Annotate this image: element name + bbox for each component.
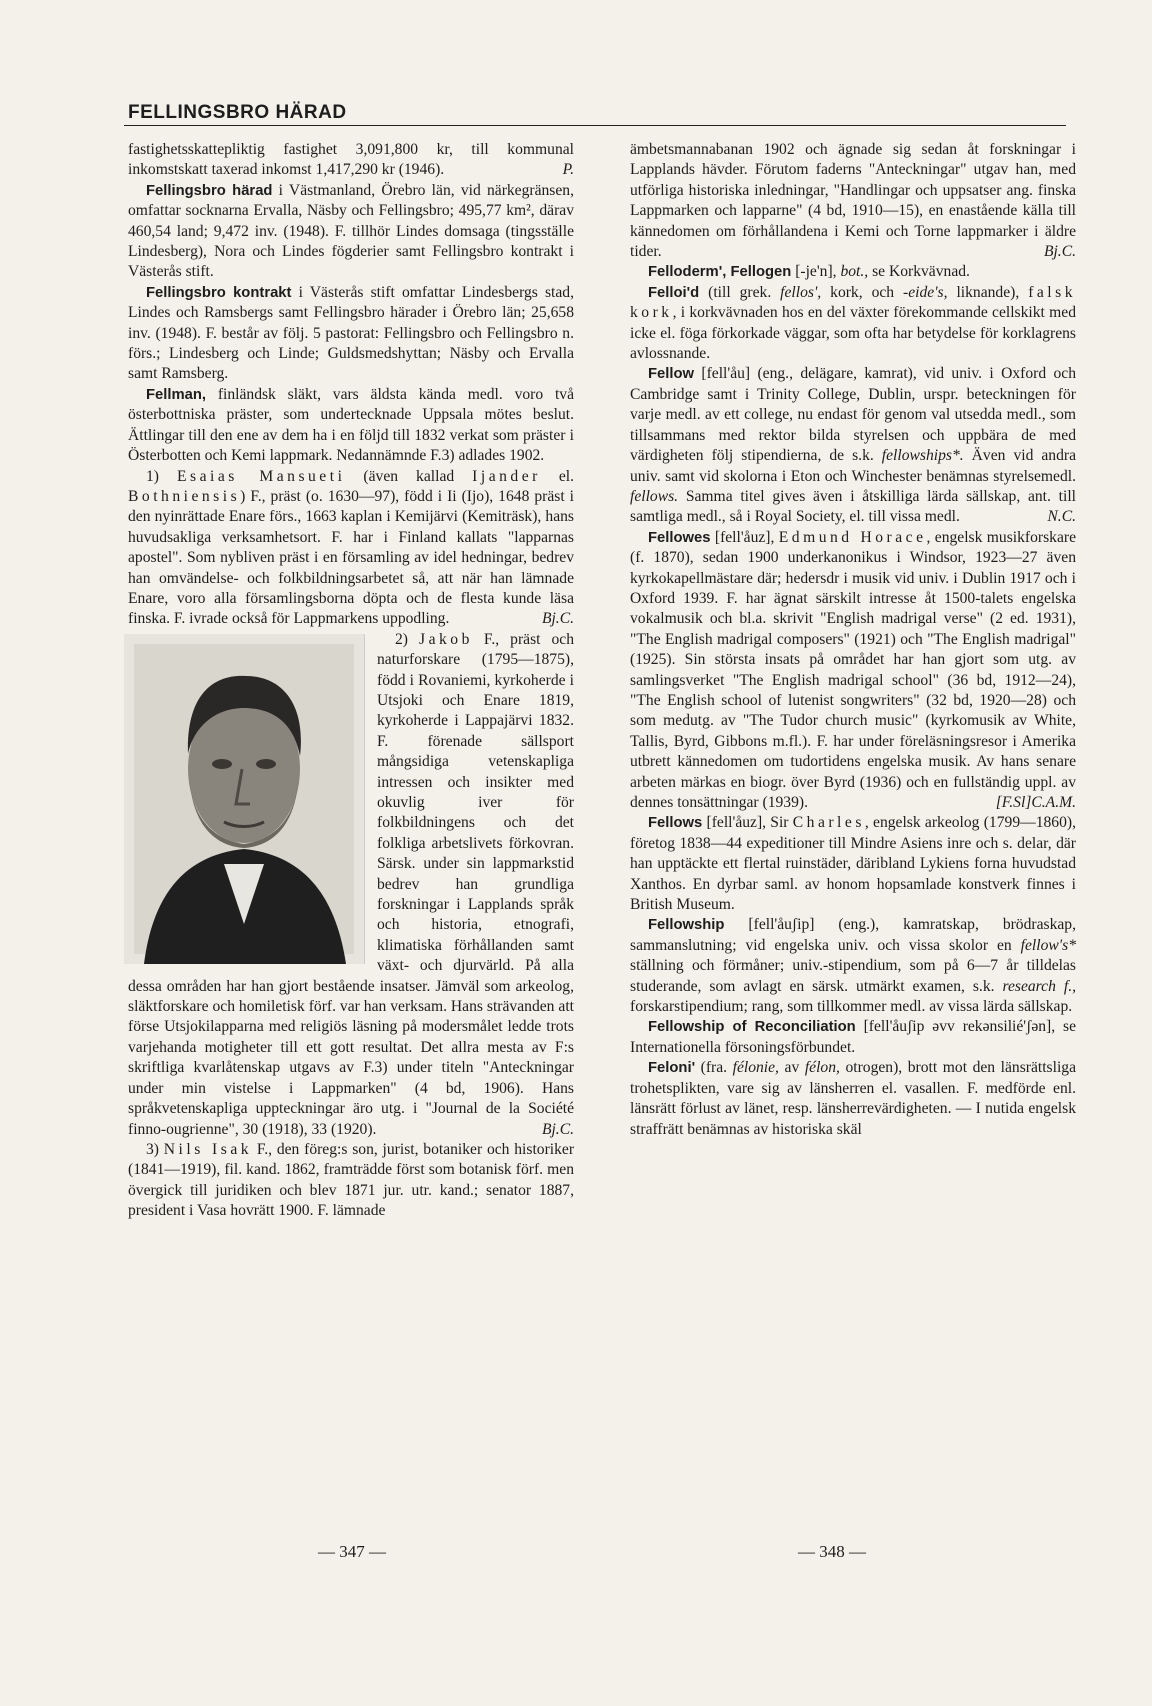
headword: Feloni' bbox=[648, 1060, 696, 1077]
header-rule bbox=[124, 125, 1066, 126]
headword: Fellowship of Reconciliation bbox=[648, 1019, 856, 1036]
headword: Fellowship bbox=[648, 917, 725, 934]
entry-fellows: Fellows [fell'åuz], Sir Charles, engelsk arkeolog (1799—1860), företog 1838—44 expeditioner till Mindre Asiens inre och s. delar, där han upptäckte ett flertal ruinstäder, däribland Lykiens forna huvudstad Xanthos. En dyrbar saml. av honom hopsamlade konstverk finnes i British Museum. bbox=[630, 814, 1076, 914]
headword: Fellman, bbox=[146, 386, 207, 403]
paragraph-continuation: ämbetsmannabanan 1902 och ägnade sig sedan åt forskningar i Lapplands hävder. Förutom faderns "Anteckningar" utgav han, med utförliga historiska inledningar, "Handlingar och uppsatser ang. finska Lappmarken och lapparne" (4 bd, 1910—15), en enastående källa till kännedomen om förhållandena i Kemi och Torne lappmarker i äldre tider. Bj.C. bbox=[630, 141, 1076, 261]
portrait-image bbox=[124, 634, 365, 964]
portrait-icon bbox=[124, 634, 364, 964]
left-column bbox=[128, 140, 574, 1222]
headword: Fellingsbro härad bbox=[146, 182, 273, 199]
entry-fellman: Fellman, finländsk släkt, vars äldsta kända medl. voro två österbottniska präster, som undertecknade Uppsala mötes beslut. Ättlingar till den ene av dem ha i en följd till 1832 verkat som präster i Österbotten och Kemi lappmark. Nedannämnde F.3) adlades 1902. bbox=[128, 385, 574, 465]
entry-fellow: Fellow [fell'åu] (eng., delägare, kamrat), vid univ. i Oxford och Cambridge samt i Trinity College, Dublin, urspr. beteckningen för varje medl. av ett college, nu endast för genom val utsedda medl., som tillsammans med rektor bilda styrelsen och uppbära de med värdigheten följ stipendierna, de s.k. fellowships*. Även vid andra univ. samt vid skolorna i Eton och Winchester benämnas styrelsemedl. fellows. Samma titel gives även i åtskilliga lärda sällskap, ant. till samtliga medl., så i Royal Society, el. till vissa medl. N.C. bbox=[630, 365, 1076, 526]
entry-fellowes: Fellowes [fell'åuz], Edmund Horace, engelsk musikforskare (f. 1870), sedan 1900 underkanonikus i Windsor, 1923—27 även kyrkokapellmästare där; hedersdr i musik vid univ. i Dublin 1917 och i Oxford 1939. F. har ägnat särskilt intresse åt 1500-talets engelska vokalmusik och bl.a. skrivit "English madrigal verse" (2 ed. 1931), "The English madrigal composers" (1921) och "The English madrigal" (1925). Sin största insats på området har han gjort som utg. av samlingsverket "The English madrigal school" (36 bd, 1912—24), "The English school of lutenist songwriters" (32 bd, 1920—28) och som medutg. av "The Tudor church music" (kyrkomusik av White, Tallis, Byrd, Gibbons m.fl.). F. har under föreläsningsresor i Amerika utbrett kännedomen om tudortidens engelska musik. Av hans senare arbeten märkas en biogr. över Byrd (1936) och en fullständig uppl. av dennes tonsättningar (1939). [F.Sl]C.A.M. bbox=[630, 528, 1076, 811]
running-head: FELLINGSBRO HÄRAD bbox=[128, 102, 347, 123]
entry-fellman-esaias: 1) Esaias Mansueti (även kallad Ijander el. Bothniensis) F., präst (o. 1630—97), född i Ii (Ijo), 1648 präst i den nyinrättade Enare förs., 1663 kaplan i Kemijärvi (Kemiträsk), hans huvudsakliga verksamhetsort. F. har i Finland kallats "lapparnas apostel". Som nybliven präst i en församling av idel hedningar, bedrev han omvändelse- och folkbildningsarbetet så, att när han lämnade Enare, voro alla församlingsborna döpta och de flesta kunde läsa finska. F. ivrade också för Lappmarkens uppodling. Bj.C. bbox=[128, 467, 574, 628]
page-number-right: — 348 — bbox=[798, 1542, 866, 1561]
headword: Felloderm', Fellogen bbox=[648, 264, 792, 281]
entry-fellman-nils-isak: 3) Nils Isak F., den föreg:s son, jurist, botaniker och historiker (1841—1919), fil. kand. 1862, framträdde först som botanisk förf. men övergick till juridiken och blev 1871 jur. utr. kand.; senator 1887, president i Vasa hovrätt 1900. F. lämnade bbox=[128, 1140, 575, 1220]
headword: Fellow bbox=[648, 366, 695, 383]
headword: Fellows bbox=[648, 815, 703, 832]
entry-feloni: Feloni' (fra. félonie, av félon, otrogen), brott mot den länsrättsliga trohetsplikten, vare sig av länsherren el. vasallen. F. medförde enl. länsrätt förlust av länet, resp. länsherrevärdigheten. — I nutida engelsk straffrätt benämnas av historiska skäl bbox=[630, 1059, 1077, 1138]
headword: Fellingsbro kontrakt bbox=[146, 284, 292, 301]
entry-felloid: Felloi'd (till grek. fellos', kork, och -eide's, liknande), falsk kork, i korkvävnaden hos en del växter förekommande cellskikt med icke el. föga förkorkade väggar, som ofta har betydelse för korklagrens avlossnande. bbox=[630, 283, 1076, 363]
paragraph-taxation: fastighetsskattepliktig fastighet 3,091,800 kr, till kommunal inkomstskatt taxerad inkomst 1,417,290 kr (1946). P. bbox=[128, 141, 574, 179]
entry-fellowship-of-reconciliation: Fellowship of Reconciliation [fell'åuʃip əvv rekənsilié'ʃən], se Internationella försoningsförbundet. bbox=[630, 1018, 1076, 1056]
entry-fellingsbro-harad: Fellingsbro härad i Västmanland, Örebro län, vid närkegränsen, omfattar socknarna Ervalla, Näsby och Fellingsbro; 495,77 km², därav 460,54 land; 9,472 inv. (1948). F. tillhör Lindes domsaga (tingsställe Lindesberg), Nora och Lindes fögderier samt Fellingsbro kontrakt i Västerås stift. bbox=[128, 181, 574, 281]
right-column bbox=[630, 140, 1076, 1140]
headword: Felloi'd bbox=[648, 284, 700, 301]
entry-fellingsbro-kontrakt: Fellingsbro kontrakt i Västerås stift omfattar Lindesbergs stad, Lindes och Ramsbergs samt Fellingsbro härader i Örebro län; 25,658 inv. (1948). F. består av följ. 5 pastorat: Fellingsbro och Fellingsbro n. förs.; Lindesberg och Linde; Guldsmedshyttan; Näsby och Ervalla samt Ramsberg. bbox=[128, 283, 574, 383]
page-number-left: — 347 — bbox=[318, 1542, 386, 1561]
entry-fellowship: Fellowship [fell'åuʃip] (eng.), kamratskap, brödraskap, sammanslutning; vid engelska univ. och vissa skolor en fellow's* ställning och förmåner; univ.-stipendium, som på 6—7 år tilldelas studerande, som avlagt en särsk. utmärkt examen, s.k. research f., forskarstipendium; rang, som tillkommer medl. av vissa lärda sällskap. bbox=[630, 916, 1076, 1016]
entry-felloderm: Felloderm', Fellogen [-je'n], bot., se Korkvävnad. bbox=[648, 263, 970, 281]
entry-fellman-jakob: 2) Jakob F., präst och naturforskare (1795—1875), född i Rovaniemi, kyrkoherde i Utsjoki och Enare 1819, kyrkoherde i Lappajärvi 1832. F. förenade sällsport mångsidiga vetenskapliga intressen och insikter med okuvlig iver för folkbildningens och det folkliga arbetslivets förkovran. Särsk. under sin lappmarkstid bedrev han grundliga forskningar i Lapplands språk och historia, etnografi, klimatiska förhållanden samt växt- och djurvärld. På alla dessa områden har han gjort bestående insatser. Jämväl som arkeolog, släktforskare och homiletisk förf. var han verksam. Hans strävanden att förse Utsjokilapparna med religiös läsning på modersmålet ledde trots varjehanda motigheter till ett gott resultat. Det allra mesta av F:s skriftliga kvarlåtenskap utgavs av F.3) under titeln "Anteckningar under min vistelse i Lappmarken" (4 bd, 1906). Hans språkvetenskapliga uppteckningar äro utg. i "Journal de la Société finno-ougrienne", 30 (1918), 33 (1920). Bj.C. bbox=[128, 630, 574, 1140]
headword: Fellowes bbox=[648, 529, 711, 546]
